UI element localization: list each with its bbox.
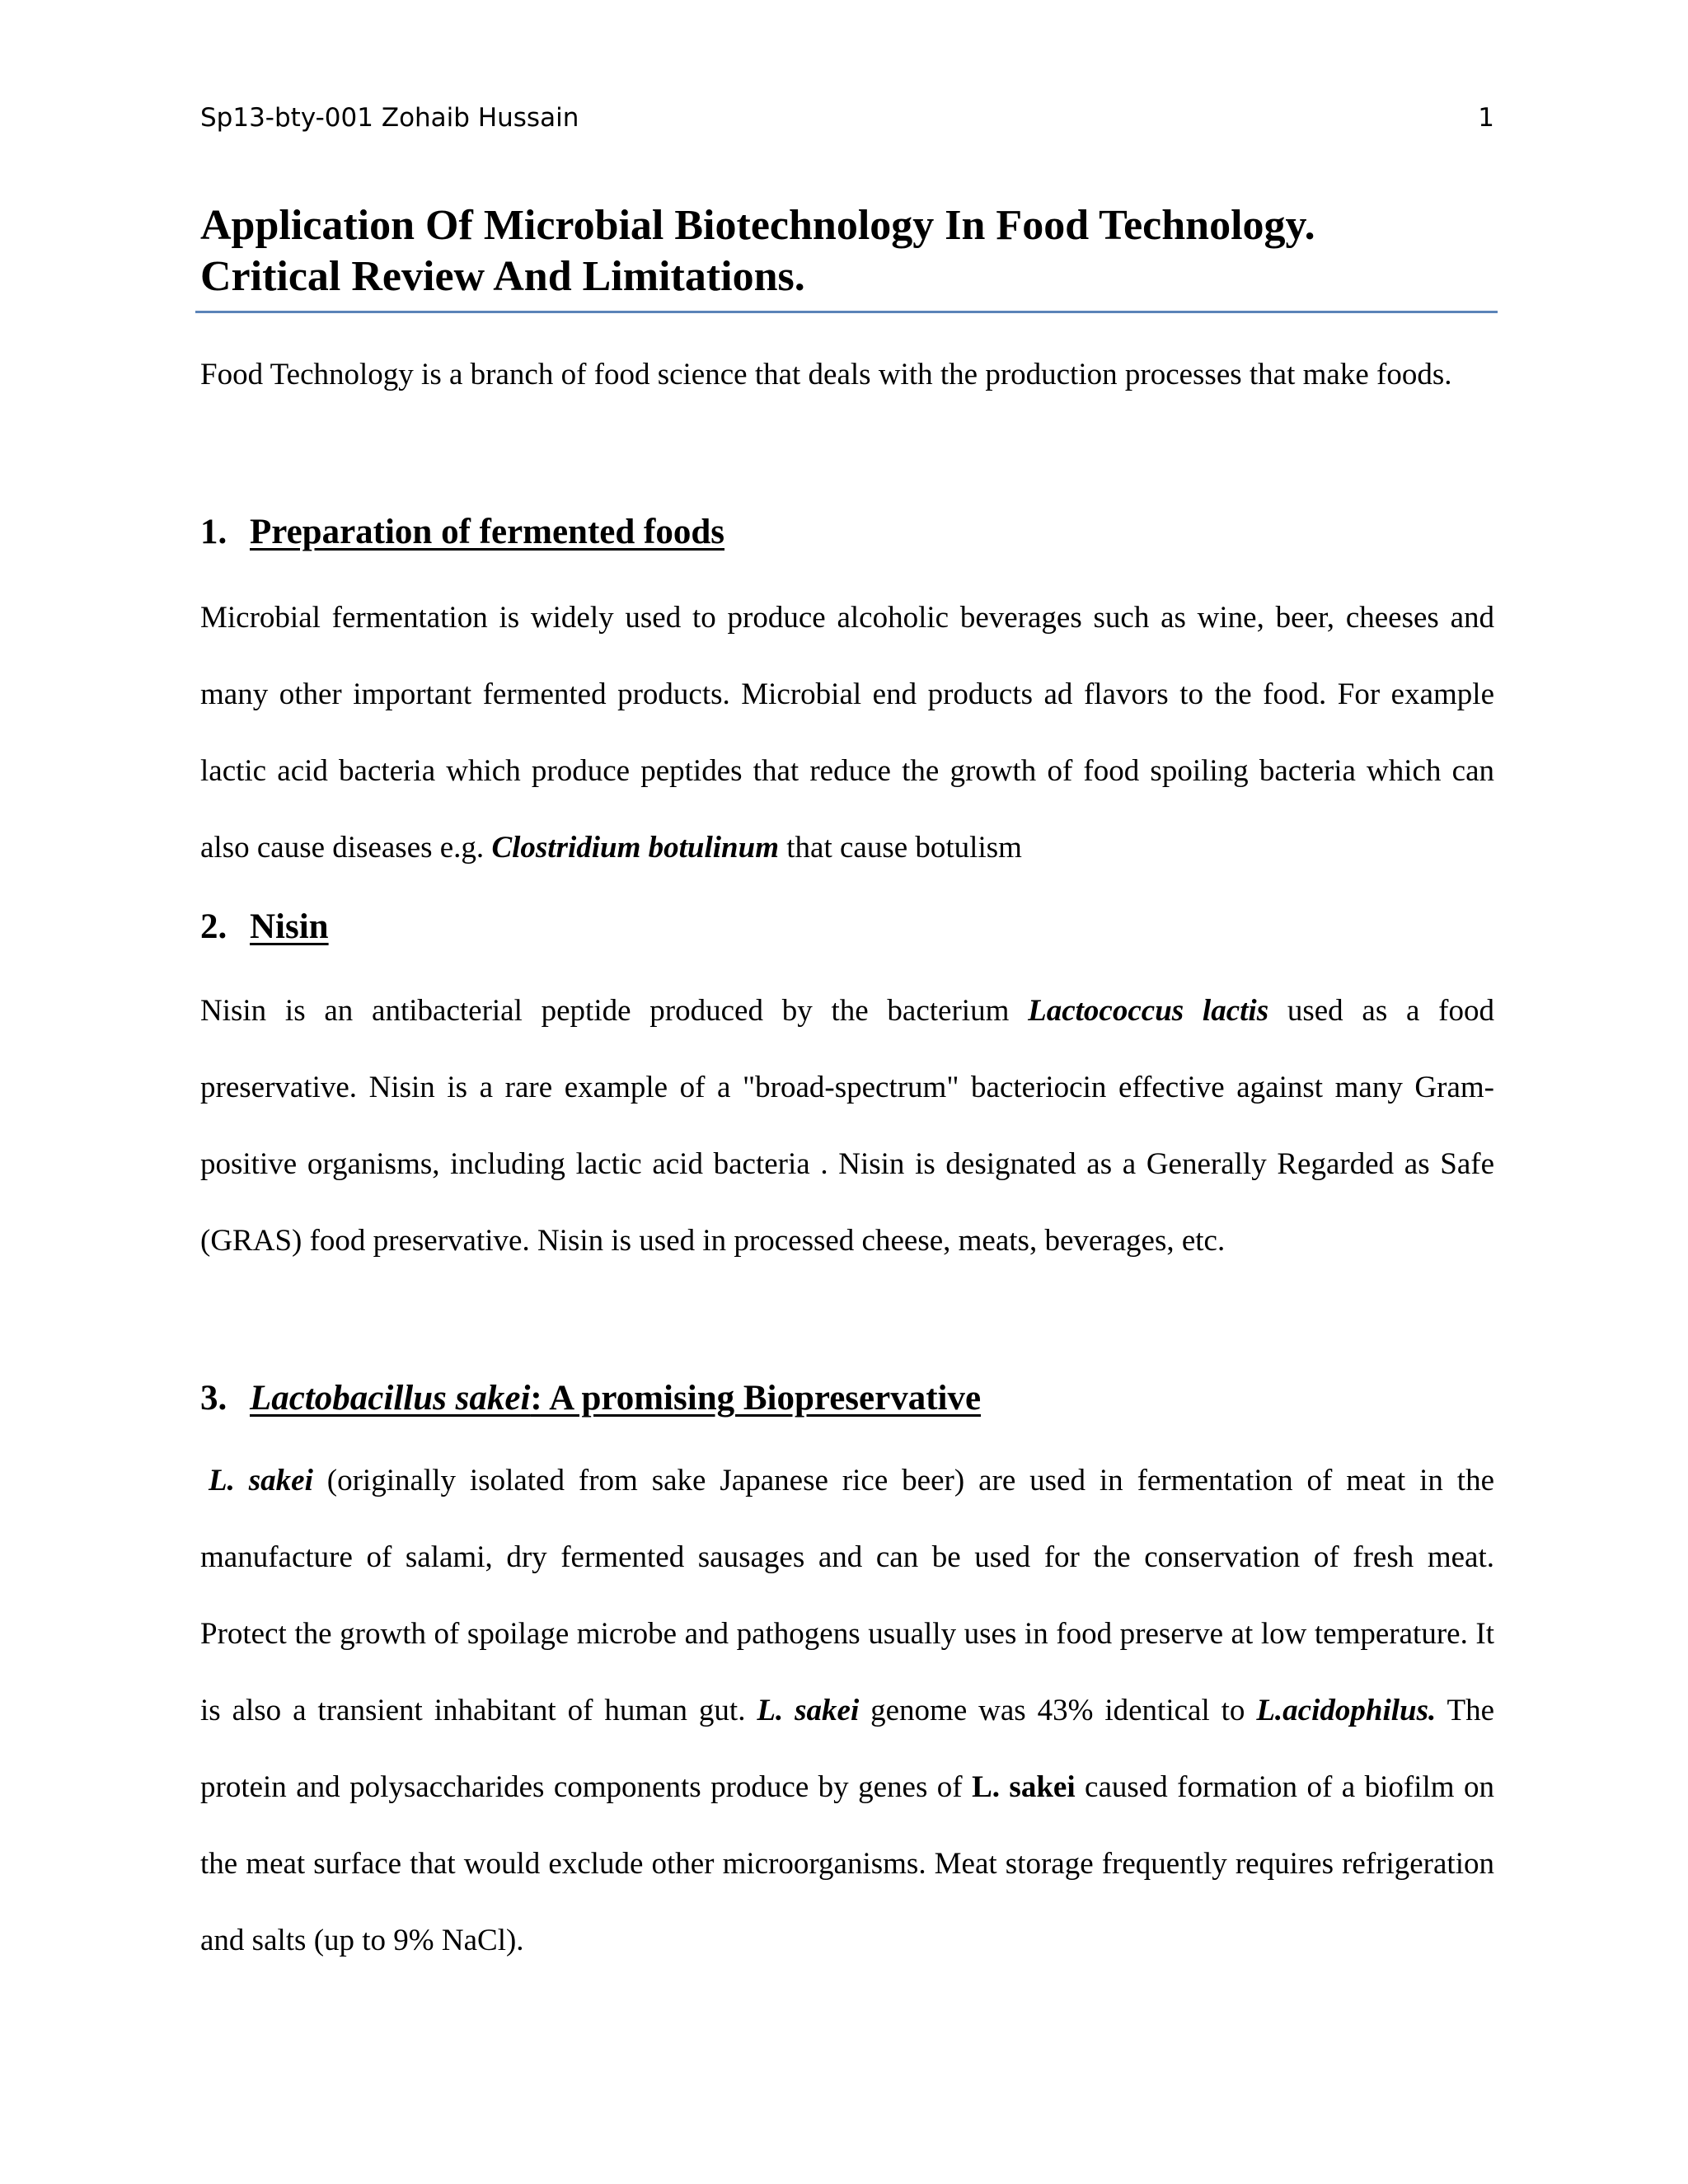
- heading-organism: Lactobacillus sakei: [250, 1379, 531, 1418]
- organism-name: L. sakei: [972, 1770, 1076, 1804]
- title-line-1: Application Of Microbial Biotechnology In Food Technology.: [200, 202, 1315, 249]
- section-number: 3.: [200, 1379, 227, 1418]
- paragraph-text: genome was 43% identical to: [859, 1694, 1257, 1727]
- section-title: Preparation of fermented foods: [250, 513, 725, 551]
- title-divider: [195, 311, 1498, 313]
- heading-rest: : A promising Biopreservative: [530, 1379, 982, 1418]
- organism-name: L. sakei: [209, 1464, 313, 1497]
- author-id-header: Sp13-bty-001 Zohaib Hussain: [200, 103, 579, 133]
- title-line-2: Critical Review And Limitations.: [200, 253, 805, 300]
- intro-text: Food Technology is a branch of food science that deals with the production processes that make foods.: [200, 358, 1452, 391]
- paragraph-text: (originally isolated from sake Japanese rice beer) are used in fermentation of meat in the manufacture of salami, dry fermented sausages and can be used for the conservation of fresh meat. Protect the growth of spoilage microbe and pathogens usually uses in food preserve at low temperature. It is also a transient inhabitant of human gut.: [200, 1464, 1495, 1727]
- organism-name: Clostridium botulinum: [491, 831, 779, 865]
- paragraph-text: The protein and polysaccharides components produce by genes of: [200, 1694, 1495, 1804]
- document-title: [200, 200, 1494, 302]
- section-heading-fermented-foods: [200, 508, 1494, 557]
- paragraph-text: that cause botulism: [779, 831, 1022, 865]
- paragraph-text: caused formation of a biofilm on the meat surface that would exclude other microorganisms. Meat storage frequently requires refrigeration and salts (up to 9% NaCl).: [200, 1770, 1494, 1957]
- section-number: 2.: [200, 907, 227, 946]
- page-number: 1: [1478, 103, 1494, 133]
- organism-name: L. sakei: [757, 1694, 860, 1727]
- section-heading-nisin: [200, 902, 1494, 952]
- paragraph-text: Microbial fermentation is widely used to produce alcoholic beverages such as wine, beer, cheeses and many other important fermented products. Microbial end products ad flavors to the food. For example lactic acid bacteria which produce peptides that reduce the growth of food spoiling bacteria which can also cause diseases e.g.: [200, 601, 1494, 865]
- section-heading-lactobacillus: [200, 1374, 1494, 1423]
- paragraph-text: used as a food preservative. Nisin is a rare example of a "broad-spectrum" bacteriocin effective against many Gram-positive organisms, including lactic acid bacteria . Nisin is designated as a Generally Regarded as Safe (GRAS) food preservative. Nisin is used in processed cheese, meats, beverages, etc.: [200, 994, 1495, 1258]
- section-number: 1.: [200, 513, 227, 551]
- paragraph-lactobacillus: [200, 1442, 1494, 1979]
- paragraph-nisin: [200, 972, 1494, 1279]
- running-header: [200, 97, 1494, 138]
- paragraph-text: Nisin is an antibacterial peptide produced by the bacterium: [200, 994, 1029, 1028]
- section-title: [250, 1379, 981, 1418]
- paragraph-fermented-foods: [200, 579, 1494, 886]
- organism-name: L.acidophilus.: [1256, 1694, 1437, 1727]
- intro-paragraph: [200, 336, 1494, 413]
- section-title: Nisin: [250, 907, 329, 946]
- organism-name: Lactococcus lactis: [1028, 994, 1269, 1028]
